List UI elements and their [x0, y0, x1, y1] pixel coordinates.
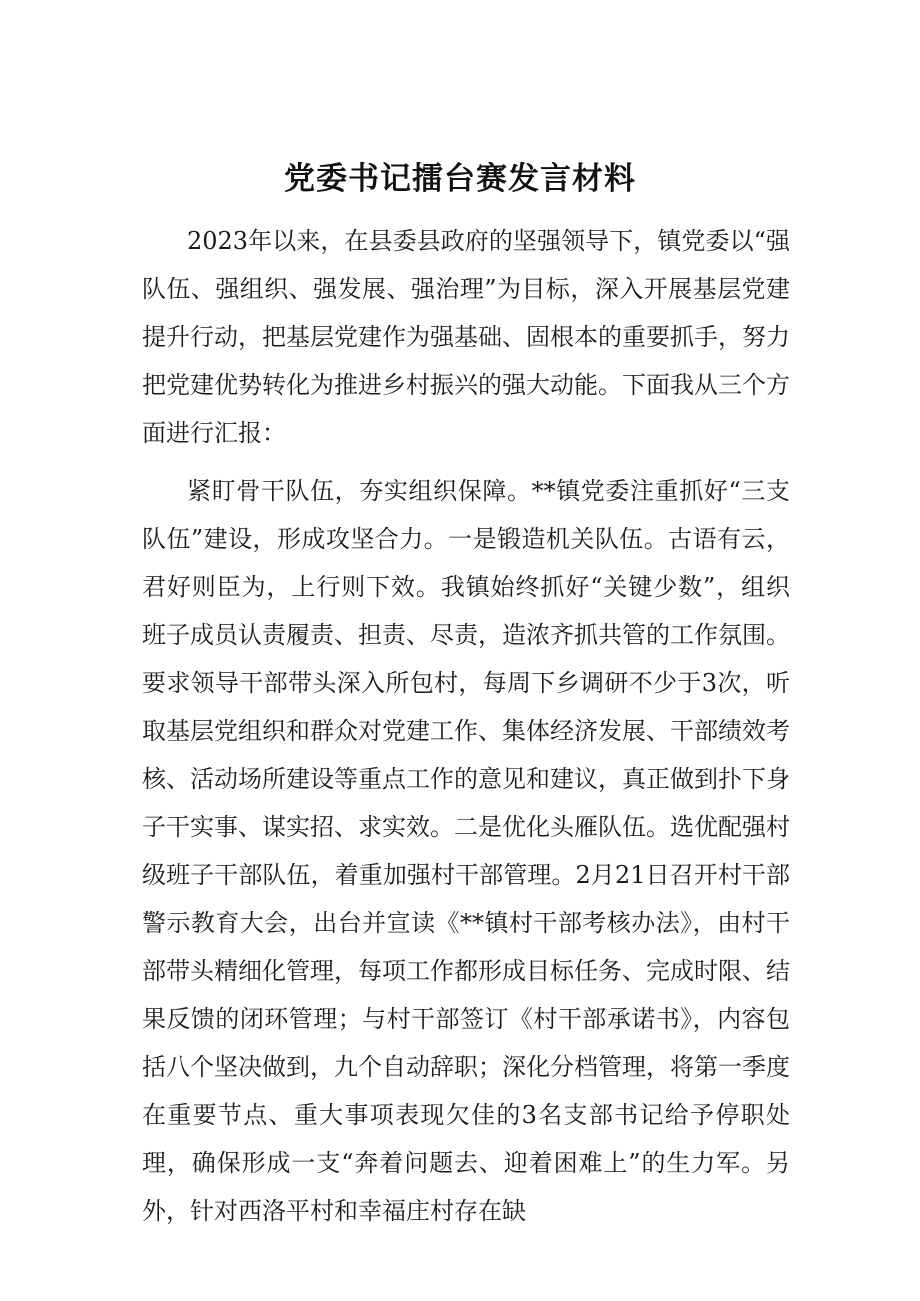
document-body: [142, 217, 790, 1235]
paragraph-intro: 2023年以来，在县委县政府的坚强领导下，镇党委以“强队伍、强组织、强发展、强治理”为目标，深入开展基层党建提升行动，把基层党建作为强基础、固根本的重要抓手，努力把党建优势转化为推进乡村振兴的强大动能。下面我从三个方面进行汇报：: [142, 227, 790, 447]
paragraph-team-building: 紧盯骨干队伍，夯实组织保障。**镇党委注重抓好“三支队伍”建设，形成攻坚合力。一是锻造机关队伍。古语有云，君好则臣为，上行则下效。我镇始终抓好“关键少数”，组织班子成员认责履责、担责、尽责，造浓齐抓共管的工作氛围。要求领导干部带头深入所包村，每周下乡调研不少于3次，听取基层党组织和群众对党建工作、集体经济发展、干部绩效考核、活动场所建设等重点工作的意见和建议，真正做到扑下身子干实事、谋实招、求实效。二是优化头雁队伍。选优配强村级班子干部队伍，着重加强村干部管理。2月21日召开村干部警示教育大会，出台并宣读《**镇村干部考核办法》，由村干部带头精细化管理，每项工作都形成目标任务、完成时限、结果反馈的闭环管理；与村干部签订《村干部承诺书》，内容包括八个坚决做到，九个自动辞职；深化分档管理，将第一季度在重要节点、重大事项表现欠佳的3名支部书记给予停职处理，确保形成一支“奔着问题去、迎着困难上”的生力军。另外，针对西洛平村和幸福庄村存在缺: [142, 477, 790, 1225]
document-title: 党委书记擂台赛发言材料: [284, 160, 636, 197]
